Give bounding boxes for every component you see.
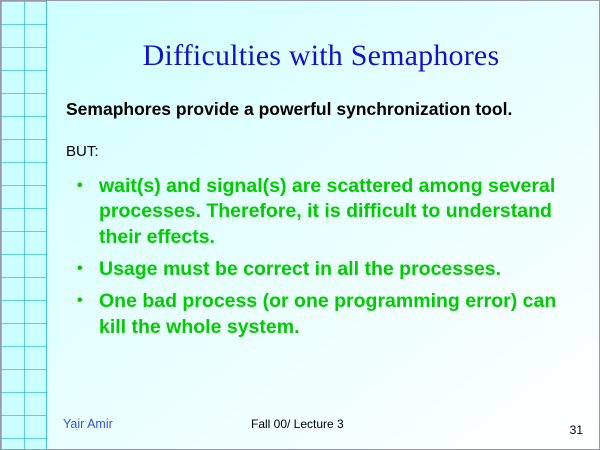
footer-author: Yair Amir (63, 417, 113, 431)
footer-course: Fall 00/ Lecture 3 (251, 417, 344, 431)
bullet-dot-icon: • (77, 260, 83, 278)
footer-page-number: 31 (569, 423, 583, 437)
list-item (67, 257, 587, 282)
bullet-list (67, 174, 587, 347)
list-item-label: Usage must be correct in all the processes. (99, 258, 502, 281)
list-item-label: wait(s) and signal(s) are scattered among several processes. Therefore, it is difficult to understand their effects. (99, 175, 556, 248)
lead-statement: Semaphores provide a powerful synchronization tool. (66, 99, 513, 119)
page-title: Difficulties with Semaphores (142, 39, 500, 72)
bullet-dot-icon: • (77, 292, 83, 310)
bullet-dot-icon: • (77, 177, 83, 194)
list-item (67, 174, 587, 250)
grid-decoration (1, 1, 47, 450)
list-item (67, 289, 587, 340)
list-item-label: One bad process (or one programming error) can kill the whole system. (99, 290, 557, 338)
intro-text: BUT: (66, 143, 99, 160)
